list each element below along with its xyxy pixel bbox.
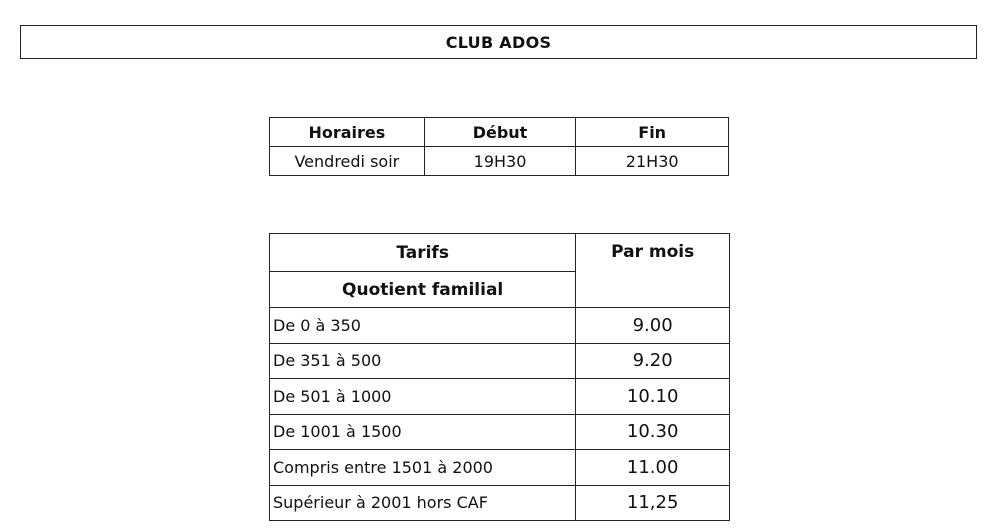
tarif-range-cell: De 0 à 350: [270, 308, 576, 344]
tarifs-header-quotient: Quotient familial: [270, 272, 576, 308]
tarifs-header-row-top: [270, 234, 730, 272]
table-row: [270, 414, 730, 450]
tarifs-table: [269, 233, 730, 521]
hours-header-debut: Début: [424, 118, 576, 147]
tarif-price-cell: 11.00: [576, 450, 730, 486]
tarif-price-cell: 10.10: [576, 379, 730, 415]
tarifs-header-par-mois: Par mois: [576, 234, 730, 308]
hours-start-cell: 19H30: [424, 147, 576, 176]
tarif-range-cell: Supérieur à 2001 hors CAF: [270, 485, 576, 521]
hours-table: [269, 117, 729, 176]
tarifs-header-tarifs: Tarifs: [270, 234, 576, 272]
page-title-box: [20, 25, 977, 59]
hours-end-cell: 21H30: [576, 147, 729, 176]
tarif-price-cell: 10.30: [576, 414, 730, 450]
tarif-price-cell: 9.20: [576, 343, 730, 379]
table-row: [270, 379, 730, 415]
tarif-range-cell: De 501 à 1000: [270, 379, 576, 415]
tarif-price-cell: 11,25: [576, 485, 730, 521]
hours-header-horaires: Horaires: [270, 118, 425, 147]
page-title: CLUB ADOS: [445, 32, 552, 52]
tarif-price-cell: 9.00: [576, 308, 730, 344]
tarif-range-cell: De 1001 à 1500: [270, 414, 576, 450]
table-row: [270, 308, 730, 344]
hours-day-cell: Vendredi soir: [270, 147, 425, 176]
table-row: [270, 147, 729, 176]
table-row: [270, 450, 730, 486]
table-row: [270, 485, 730, 521]
tarif-range-cell: Compris entre 1501 à 2000: [270, 450, 576, 486]
hours-header-fin: Fin: [576, 118, 729, 147]
tarif-range-cell: De 351 à 500: [270, 343, 576, 379]
hours-header-row: [270, 118, 729, 147]
table-row: [270, 343, 730, 379]
